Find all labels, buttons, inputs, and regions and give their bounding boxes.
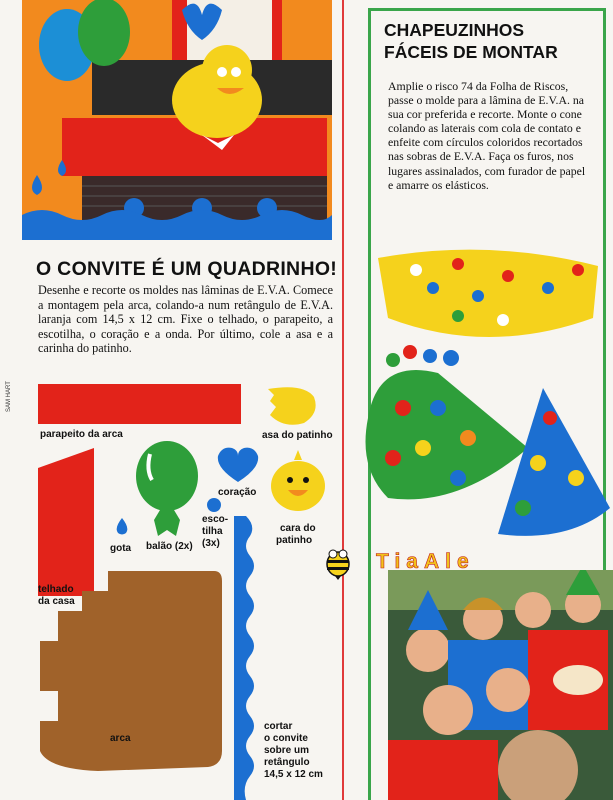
pattern-balloon xyxy=(134,440,200,538)
label-porthole-1: esco- xyxy=(202,514,229,525)
hats-title-line1: CHAPEUZINHOS xyxy=(384,20,525,40)
ark-invite-illustration xyxy=(22,0,332,240)
label-cut-4: retângulo xyxy=(264,757,310,768)
label-duck-face-1: cara do xyxy=(280,523,316,534)
watermark: TiaAle xyxy=(376,550,475,573)
party-hats-illustration xyxy=(348,238,613,548)
pattern-duck-face xyxy=(270,450,326,512)
right-column xyxy=(368,0,613,800)
hats-title-line2: FÁCEIS DE MONTAR xyxy=(384,42,558,62)
label-cut-3: sobre um xyxy=(264,745,310,756)
label-parapet: parapeito da arca xyxy=(40,429,123,440)
label-roof-1: telhado xyxy=(38,584,74,595)
label-duck-wing: asa do patinho xyxy=(262,430,333,441)
label-duck-face-2: patinho xyxy=(276,535,313,546)
invite-title: O CONVITE É UM QUADRINHO! xyxy=(36,258,338,280)
label-cut-1: cortar xyxy=(264,721,293,732)
label-balloon: balão (2x) xyxy=(146,541,193,552)
hats-instructions: Amplie o risco 74 da Folha de Riscos, passe o molde para a lâmina de E.V.A. na sua cor preferida e recorte. Monte o cone colando as laterais com cola de contato e enfeite com círculos coloridos recortados nas sobras de E.V.A. Faça os furos, nos lugares assinalados, com furador de papel e amarre os elásticos. xyxy=(388,79,586,192)
pattern-drop xyxy=(112,516,132,536)
label-cut-2: o convite xyxy=(264,733,308,744)
label-porthole-3: (3x) xyxy=(202,538,220,549)
children-party-photo xyxy=(388,570,613,800)
label-heart: coração xyxy=(218,487,257,498)
column-divider xyxy=(342,0,344,800)
label-cut-5: 14,5 x 12 cm xyxy=(264,769,323,780)
label-drop: gota xyxy=(110,543,132,554)
pattern-parapet xyxy=(38,384,241,426)
pattern-wave xyxy=(230,516,260,800)
label-ark: arca xyxy=(110,733,131,744)
invite-instructions: Desenhe e recorte os moldes nas lâminas de E.V.A. Comece a montagem pela arca, colando-a num retângulo de E.V.A. laranja com 14,5 x 12 cm. Fixe o telhado, o parapeito, a escotilha, o coração e a onda. Por último, cole a asa e a carinha do patinho. xyxy=(38,283,333,356)
label-porthole-2: tilha xyxy=(202,526,223,537)
label-roof-2: da casa xyxy=(38,596,75,607)
pattern-porthole xyxy=(206,497,222,513)
photo-credit: SAM HART xyxy=(6,381,12,412)
pattern-duck-wing xyxy=(264,385,320,429)
bee-icon xyxy=(318,540,358,580)
pattern-heart xyxy=(216,446,260,484)
